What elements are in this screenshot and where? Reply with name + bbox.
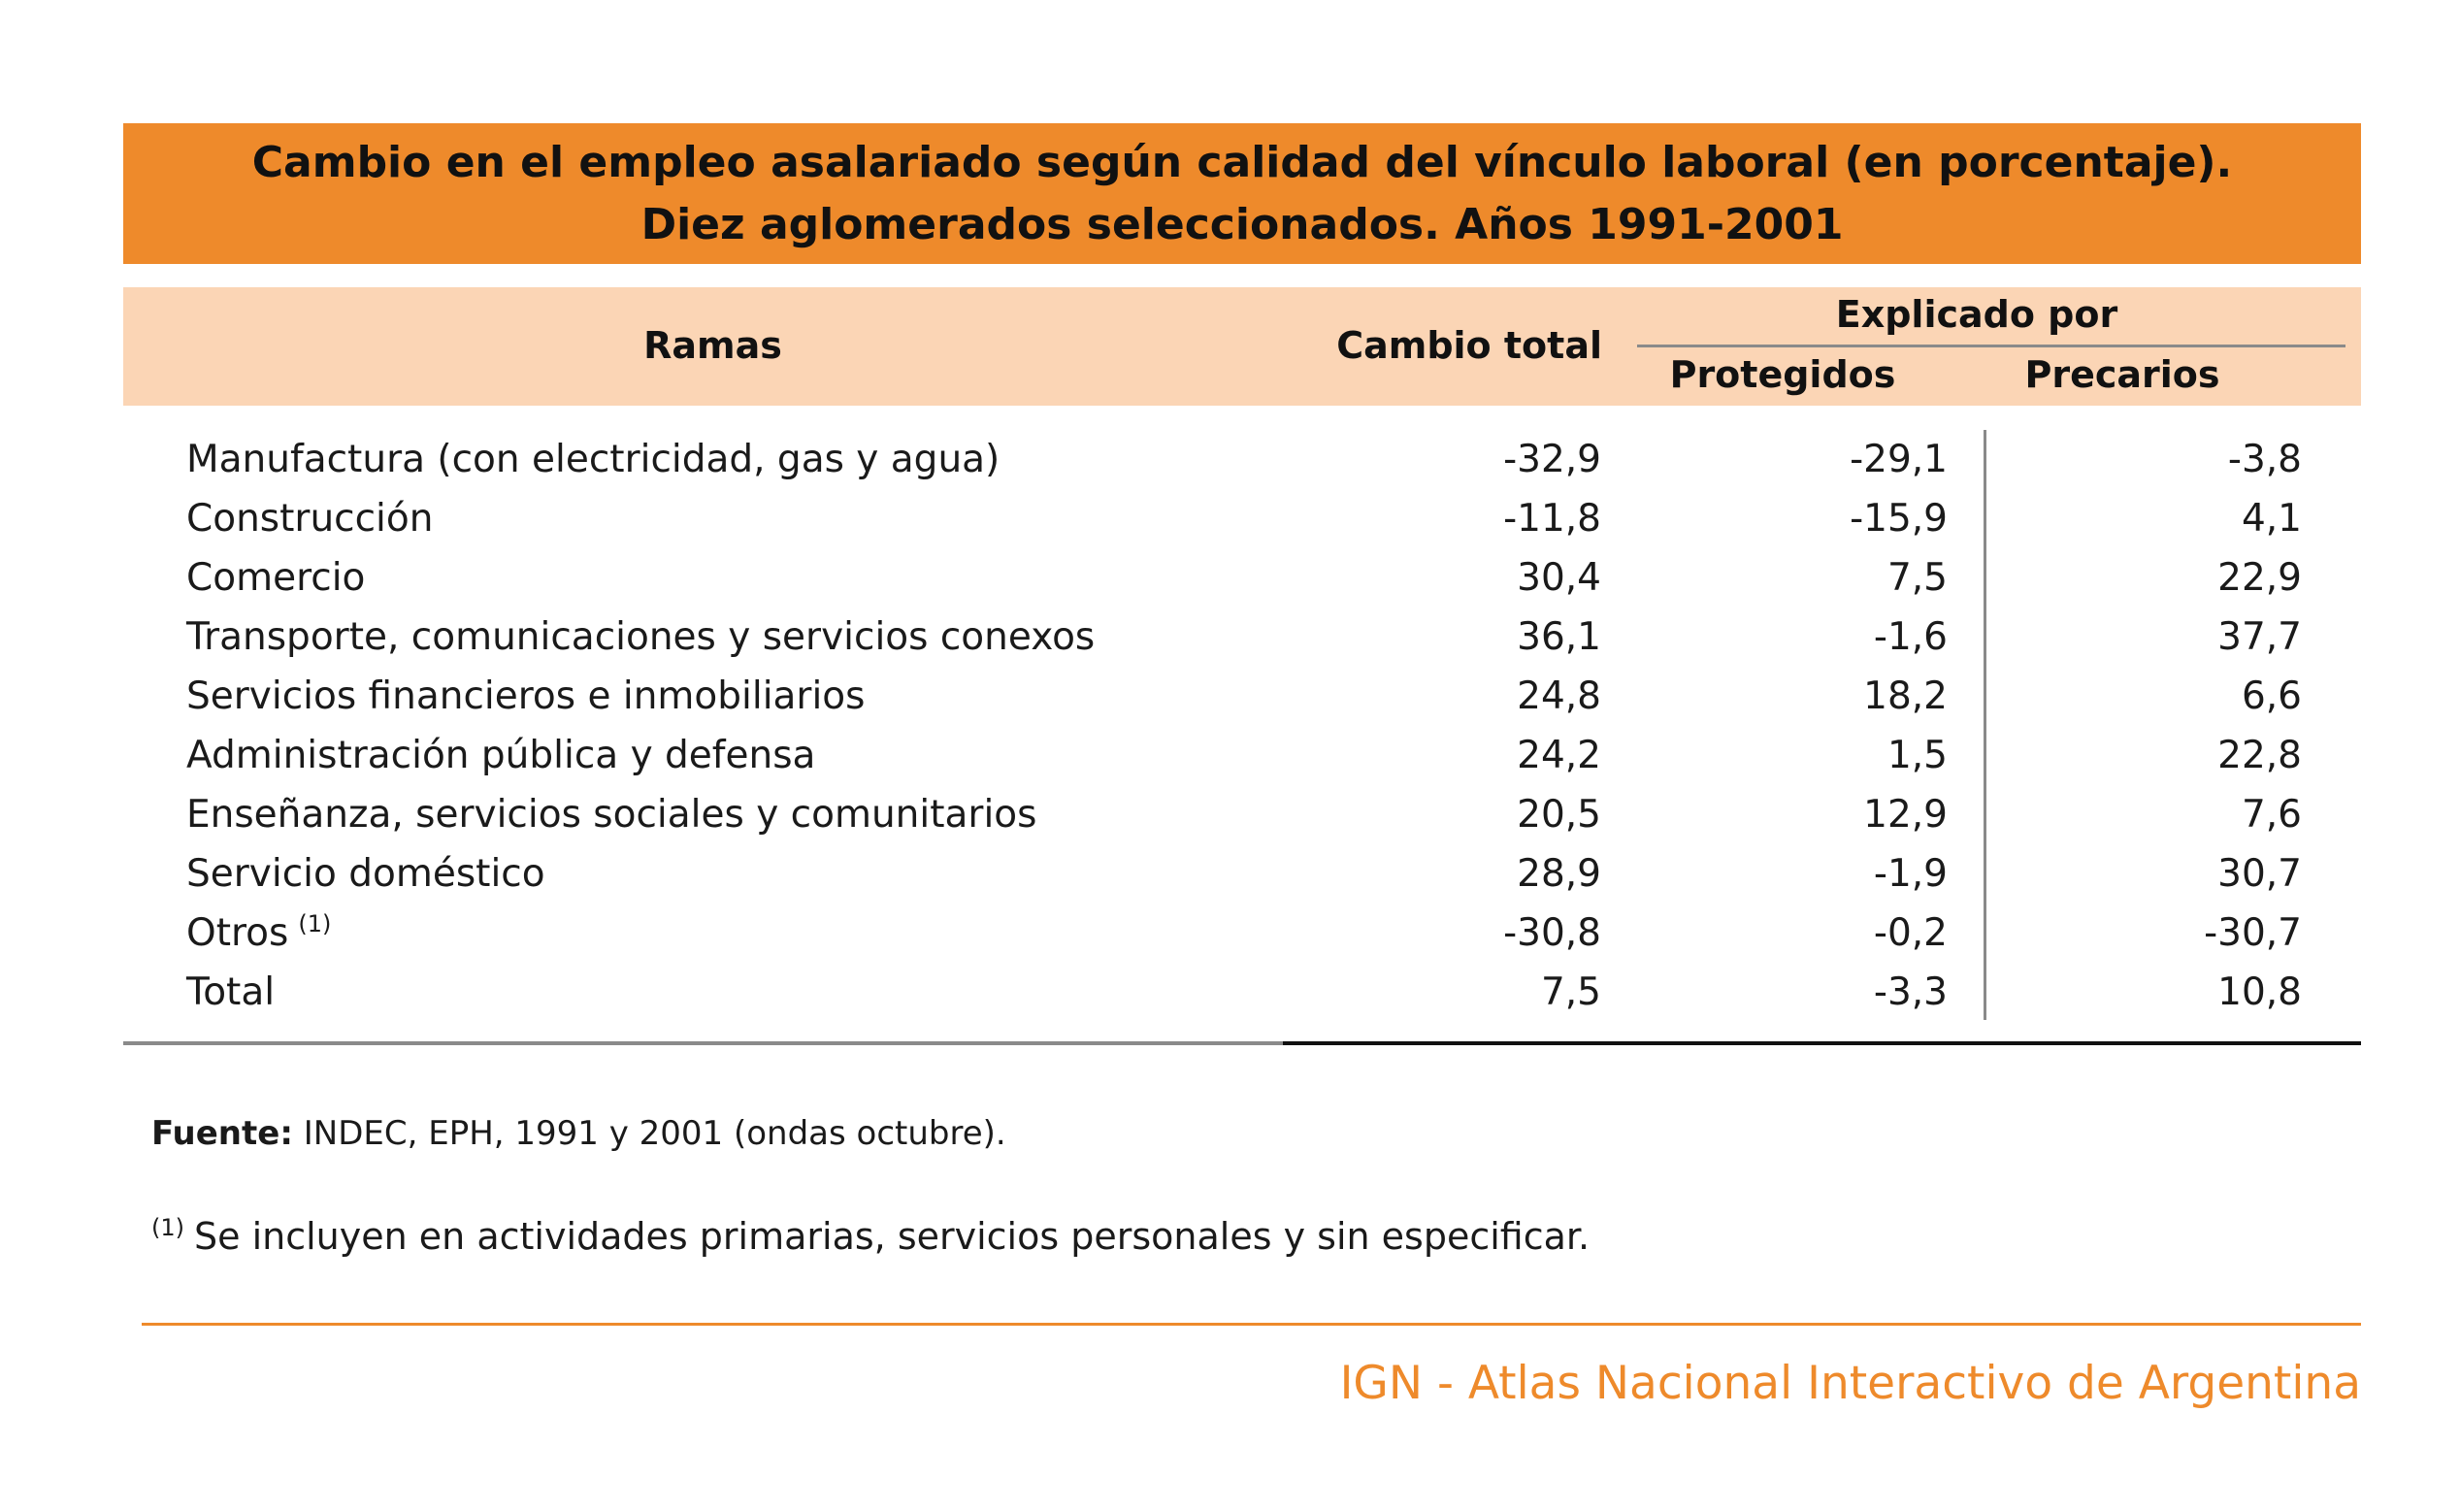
- header-explicado-por: Explicado por: [1835, 293, 2118, 336]
- row-precarios: 22,9: [2217, 556, 2302, 600]
- row-label: Comercio: [186, 556, 366, 600]
- row-cambio-total: 7,5: [1540, 970, 1601, 1014]
- table-bottom-rule-left: [123, 1041, 1283, 1045]
- row-protegidos: 7,5: [1886, 556, 1948, 600]
- row-protegidos: -1,9: [1873, 852, 1948, 896]
- row-protegidos: -29,1: [1850, 438, 1948, 481]
- row-precarios: 30,7: [2217, 852, 2302, 896]
- row-label-otros: [186, 904, 331, 963]
- table-header: [123, 287, 2361, 406]
- table-bottom-rule-right: [1283, 1041, 2361, 1045]
- footer-divider: [142, 1323, 2361, 1326]
- footnote-reference: (1): [298, 910, 332, 937]
- header-precarios: Precarios: [2024, 353, 2220, 396]
- row-precarios: 22,8: [2217, 734, 2302, 777]
- column-divider: [1984, 430, 1986, 1020]
- row-label-text: Otros: [186, 911, 289, 955]
- table-row: [123, 608, 2361, 667]
- source-label: Fuente:: [151, 1114, 293, 1153]
- table-row: [123, 430, 2361, 489]
- table-row: [123, 844, 2361, 904]
- row-label: Manufactura (con electricidad, gas y agua): [186, 438, 1000, 481]
- row-protegidos: -15,9: [1850, 497, 1948, 541]
- row-label: Servicios financieros e inmobiliarios: [186, 674, 866, 718]
- row-precarios: 7,6: [2241, 793, 2302, 837]
- footer-brand: IGN - Atlas Nacional Interactivo de Argentina: [1339, 1357, 2361, 1410]
- row-label: Administración pública y defensa: [186, 734, 816, 777]
- row-protegidos: 12,9: [1863, 793, 1948, 837]
- row-precarios: -3,8: [2227, 438, 2302, 481]
- row-cambio-total: -32,9: [1503, 438, 1601, 481]
- table-row: [123, 904, 2361, 963]
- row-label: Construcción: [186, 497, 434, 541]
- row-label: Total: [186, 970, 276, 1014]
- row-label: Servicio doméstico: [186, 852, 545, 896]
- row-precarios: 4,1: [2241, 497, 2302, 541]
- row-cambio-total: -11,8: [1503, 497, 1601, 541]
- row-cambio-total: 36,1: [1517, 615, 1601, 659]
- table-title: [123, 123, 2361, 264]
- row-precarios: 10,8: [2217, 970, 2302, 1014]
- footnote-text: Se incluyen en actividades primarias, servicios personales y sin especificar.: [194, 1215, 1591, 1258]
- row-precarios: 6,6: [2241, 674, 2302, 718]
- table-row: [123, 489, 2361, 548]
- table-row: [123, 667, 2361, 726]
- source-text: INDEC, EPH, 1991 y 2001 (ondas octubre).: [303, 1114, 1006, 1153]
- row-cambio-total: 24,2: [1517, 734, 1601, 777]
- table-row: [123, 785, 2361, 844]
- row-protegidos: 1,5: [1886, 734, 1948, 777]
- table-body: [123, 430, 2361, 1022]
- source-note: [151, 1114, 1006, 1153]
- row-protegidos: -3,3: [1873, 970, 1948, 1014]
- row-precarios: -30,7: [2204, 911, 2302, 955]
- row-protegidos: -0,2: [1873, 911, 1948, 955]
- row-protegidos: 18,2: [1863, 674, 1948, 718]
- row-label: Transporte, comunicaciones y servicios conexos: [186, 615, 1096, 659]
- header-cambio-total: Cambio total: [1336, 324, 1602, 367]
- footnote-mark: (1): [151, 1214, 184, 1242]
- table-row-total: [123, 963, 2361, 1022]
- header-ramas: Ramas: [643, 324, 782, 367]
- row-cambio-total: -30,8: [1503, 911, 1601, 955]
- table-row: [123, 548, 2361, 608]
- row-cambio-total: 30,4: [1517, 556, 1601, 600]
- header-group-divider: [1637, 345, 2345, 347]
- footnote: [151, 1215, 1590, 1258]
- table-title-line-1: Cambio en el empleo asalariado según calidad del vínculo laboral (en porcentaje).: [251, 137, 2233, 187]
- row-cambio-total: 24,8: [1517, 674, 1601, 718]
- row-label: Enseñanza, servicios sociales y comunitarios: [186, 793, 1037, 837]
- table-row: [123, 726, 2361, 785]
- table-title-line-2: Diez aglomerados seleccionados. Años 1991-2001: [640, 199, 1844, 249]
- row-protegidos: -1,6: [1873, 615, 1948, 659]
- row-cambio-total: 28,9: [1517, 852, 1601, 896]
- row-cambio-total: 20,5: [1517, 793, 1601, 837]
- header-protegidos: Protegidos: [1669, 353, 1896, 396]
- row-precarios: 37,7: [2217, 615, 2302, 659]
